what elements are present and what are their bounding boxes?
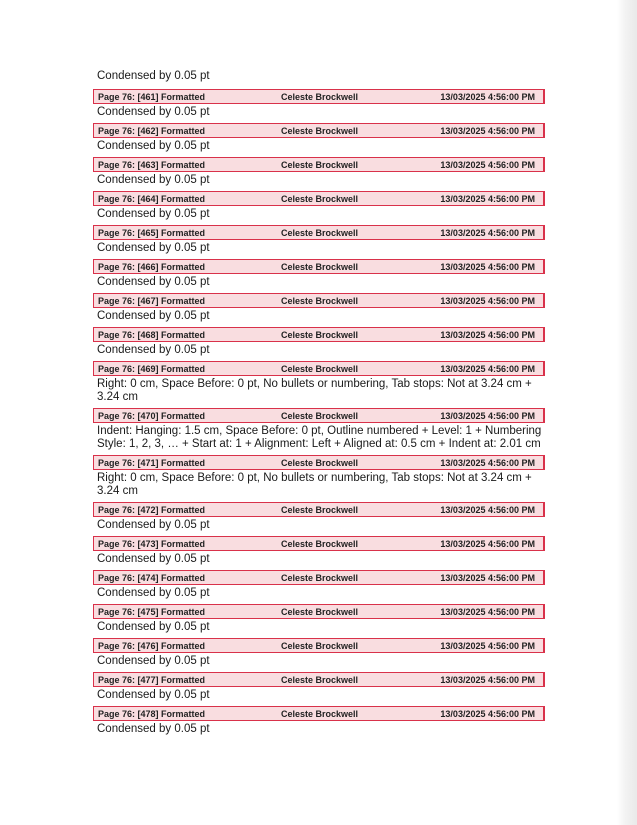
change-label: Page 76: [470] Formatted bbox=[98, 410, 206, 421]
change-date: 13/03/2025 4:56:00 PM bbox=[440, 674, 535, 685]
change-detail: Condensed by 0.05 pt bbox=[97, 310, 210, 322]
change-entry-header[interactable] bbox=[93, 672, 545, 687]
change-author: Celeste Brockwell bbox=[281, 457, 359, 468]
change-entry bbox=[93, 455, 545, 502]
change-author: Celeste Brockwell bbox=[281, 674, 359, 685]
change-label: Page 76: [475] Formatted bbox=[98, 606, 206, 617]
change-date: 13/03/2025 4:56:00 PM bbox=[440, 457, 535, 468]
change-entry bbox=[93, 672, 545, 706]
change-entry bbox=[93, 570, 545, 604]
change-author: Celeste Brockwell bbox=[281, 410, 359, 421]
change-entry bbox=[93, 604, 545, 638]
change-detail: Condensed by 0.05 pt bbox=[97, 587, 210, 599]
change-author: Celeste Brockwell bbox=[281, 538, 359, 549]
change-author: Celeste Brockwell bbox=[281, 227, 359, 238]
change-date: 13/03/2025 4:56:00 PM bbox=[440, 572, 535, 583]
change-entry bbox=[93, 259, 545, 293]
change-author: Celeste Brockwell bbox=[281, 295, 359, 306]
change-entry bbox=[93, 706, 545, 740]
change-label: Page 76: [465] Formatted bbox=[98, 227, 206, 238]
change-label: Page 76: [463] Formatted bbox=[98, 159, 206, 170]
change-detail: Condensed by 0.05 pt bbox=[97, 655, 210, 667]
change-entry bbox=[93, 536, 545, 570]
page-edge-shadow bbox=[617, 0, 637, 825]
change-label: Page 76: [462] Formatted bbox=[98, 125, 206, 136]
change-entry-header[interactable] bbox=[93, 455, 545, 470]
change-detail: Condensed by 0.05 pt bbox=[97, 519, 210, 531]
change-author: Celeste Brockwell bbox=[281, 125, 359, 136]
change-entry-header[interactable] bbox=[93, 123, 545, 138]
change-label: Page 76: [478] Formatted bbox=[98, 708, 206, 719]
change-label: Page 76: [473] Formatted bbox=[98, 538, 206, 549]
change-entry-header[interactable] bbox=[93, 604, 545, 619]
change-detail: Condensed by 0.05 pt bbox=[97, 208, 210, 220]
change-label: Page 76: [464] Formatted bbox=[98, 193, 206, 204]
change-date: 13/03/2025 4:56:00 PM bbox=[440, 363, 535, 374]
change-detail: Condensed by 0.05 pt bbox=[97, 140, 210, 152]
change-entry-header[interactable] bbox=[93, 225, 545, 240]
change-date: 13/03/2025 4:56:00 PM bbox=[440, 193, 535, 204]
change-entry-header[interactable] bbox=[93, 259, 545, 274]
change-detail: Condensed by 0.05 pt bbox=[97, 174, 210, 186]
change-entry bbox=[93, 89, 545, 123]
change-detail: Condensed by 0.05 pt bbox=[97, 689, 210, 701]
change-author: Celeste Brockwell bbox=[281, 159, 359, 170]
change-entry-header[interactable] bbox=[93, 89, 545, 104]
change-author: Celeste Brockwell bbox=[281, 91, 359, 102]
change-entry bbox=[93, 123, 545, 157]
change-entry-header[interactable] bbox=[93, 327, 545, 342]
change-entry-header[interactable] bbox=[93, 638, 545, 653]
change-author: Celeste Brockwell bbox=[281, 504, 359, 515]
change-detail: Condensed by 0.05 pt bbox=[97, 276, 210, 288]
change-date: 13/03/2025 4:56:00 PM bbox=[440, 640, 535, 651]
change-detail: Condensed by 0.05 pt bbox=[97, 106, 210, 118]
change-date: 13/03/2025 4:56:00 PM bbox=[440, 227, 535, 238]
change-entry bbox=[93, 408, 545, 455]
change-entry bbox=[93, 361, 545, 408]
change-entry bbox=[93, 638, 545, 672]
change-date: 13/03/2025 4:56:00 PM bbox=[440, 708, 535, 719]
change-label: Page 76: [469] Formatted bbox=[98, 363, 206, 374]
tracked-changes-list bbox=[93, 70, 545, 740]
change-detail: Condensed by 0.05 pt bbox=[97, 553, 210, 565]
change-entry-header[interactable] bbox=[93, 361, 545, 376]
change-author: Celeste Brockwell bbox=[281, 572, 359, 583]
change-detail: Indent: Hanging: 1.5 cm, Space Before: 0 pt, Outline numbered + Level: 1 + Numbering Style: 1, 2, 3, … + Start at: 1 + Alignment: Left + Aligned at: 0.5 cm + Indent at: 2.01 cm bbox=[97, 425, 542, 450]
change-date: 13/03/2025 4:56:00 PM bbox=[440, 125, 535, 136]
change-entry bbox=[93, 293, 545, 327]
change-author: Celeste Brockwell bbox=[281, 640, 359, 651]
change-author: Celeste Brockwell bbox=[281, 193, 359, 204]
change-entry-header[interactable] bbox=[93, 191, 545, 206]
change-date: 13/03/2025 4:56:00 PM bbox=[440, 410, 535, 421]
change-date: 13/03/2025 4:56:00 PM bbox=[440, 91, 535, 102]
change-author: Celeste Brockwell bbox=[281, 708, 359, 719]
change-detail: Condensed by 0.05 pt bbox=[97, 242, 210, 254]
change-date: 13/03/2025 4:56:00 PM bbox=[440, 329, 535, 340]
change-entry-header[interactable] bbox=[93, 408, 545, 423]
change-entry bbox=[93, 225, 545, 259]
change-label: Page 76: [474] Formatted bbox=[98, 572, 206, 583]
change-label: Page 76: [468] Formatted bbox=[98, 329, 206, 340]
change-label: Page 76: [461] Formatted bbox=[98, 91, 206, 102]
change-date: 13/03/2025 4:56:00 PM bbox=[440, 606, 535, 617]
change-entry-header[interactable] bbox=[93, 502, 545, 517]
change-entry bbox=[93, 327, 545, 361]
change-entry-header[interactable] bbox=[93, 536, 545, 551]
change-detail: Right: 0 cm, Space Before: 0 pt, No bullets or numbering, Tab stops: Not at 3.24 cm + 3.24 cm bbox=[97, 378, 532, 403]
change-detail: Condensed by 0.05 pt bbox=[97, 723, 210, 735]
change-label: Page 76: [471] Formatted bbox=[98, 457, 206, 468]
change-label: Page 76: [466] Formatted bbox=[98, 261, 206, 272]
change-detail: Condensed by 0.05 pt bbox=[97, 344, 210, 356]
change-label: Page 76: [472] Formatted bbox=[98, 504, 206, 515]
change-entry-header[interactable] bbox=[93, 706, 545, 721]
change-author: Celeste Brockwell bbox=[281, 363, 359, 374]
change-entry bbox=[93, 191, 545, 225]
change-entry bbox=[93, 157, 545, 191]
change-entry-header[interactable] bbox=[93, 570, 545, 585]
change-date: 13/03/2025 4:56:00 PM bbox=[440, 159, 535, 170]
change-entry-header[interactable] bbox=[93, 157, 545, 172]
change-detail: Condensed by 0.05 pt bbox=[97, 621, 210, 633]
change-label: Page 76: [477] Formatted bbox=[98, 674, 206, 685]
change-label: Page 76: [467] Formatted bbox=[98, 295, 206, 306]
change-detail-continued: Condensed by 0.05 pt bbox=[97, 70, 210, 82]
change-author: Celeste Brockwell bbox=[281, 606, 359, 617]
change-author: Celeste Brockwell bbox=[281, 261, 359, 272]
change-author: Celeste Brockwell bbox=[281, 329, 359, 340]
change-detail: Right: 0 cm, Space Before: 0 pt, No bullets or numbering, Tab stops: Not at 3.24 cm + 3.24 cm bbox=[97, 472, 532, 497]
change-entries bbox=[93, 89, 545, 740]
change-label: Page 76: [476] Formatted bbox=[98, 640, 206, 651]
change-date: 13/03/2025 4:56:00 PM bbox=[440, 295, 535, 306]
change-entry bbox=[93, 502, 545, 536]
change-entry-header[interactable] bbox=[93, 293, 545, 308]
change-date: 13/03/2025 4:56:00 PM bbox=[440, 538, 535, 549]
change-date: 13/03/2025 4:56:00 PM bbox=[440, 504, 535, 515]
change-date: 13/03/2025 4:56:00 PM bbox=[440, 261, 535, 272]
